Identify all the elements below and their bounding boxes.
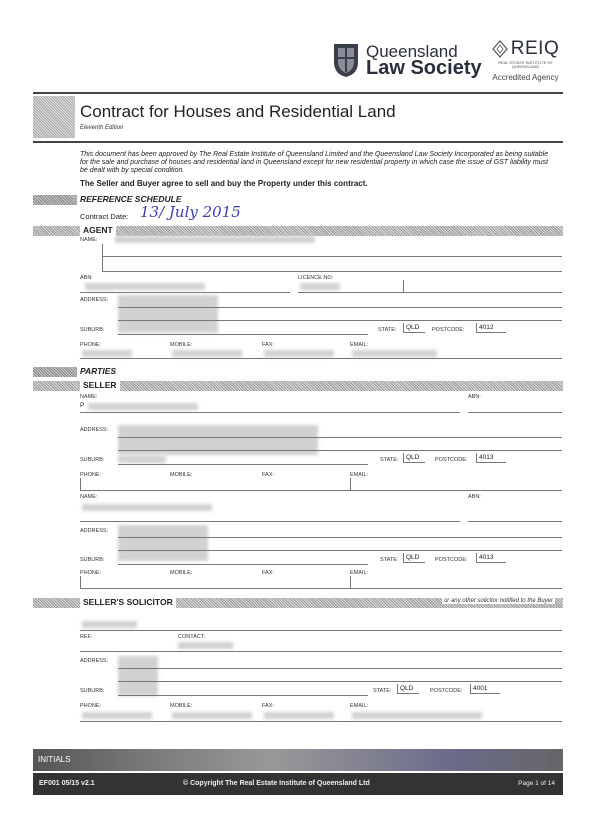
solicitor-contact-row[interactable] xyxy=(80,721,562,722)
contract-date-label: Contract Date: xyxy=(80,212,129,221)
agent-abn-field[interactable] xyxy=(80,292,290,293)
solicitor-ref-label: REF: xyxy=(80,634,93,640)
seller2-address-field[interactable] xyxy=(118,537,562,538)
solicitor-contact-label: CONTACT: xyxy=(178,634,206,640)
copyright: © Copyright The Real Estate Institute of Queensland Ltd xyxy=(183,780,370,787)
seller-suburb-field[interactable] xyxy=(118,464,368,465)
seller2-fax-label: FAX: xyxy=(262,570,274,576)
title-rule xyxy=(33,141,563,143)
agent-suburb-field[interactable] xyxy=(118,334,368,335)
seller-abn-label: ABN: xyxy=(468,394,481,400)
seller-contact-row[interactable] xyxy=(80,490,562,491)
agent-abn-redacted xyxy=(85,283,205,290)
qls-logo xyxy=(332,40,482,80)
accredited-agency: Accredited Agency xyxy=(492,73,559,82)
agent-mobile-label: MOBILE: xyxy=(170,342,193,348)
agent-state-label: STATE: xyxy=(378,327,397,333)
seller2-name-redacted xyxy=(82,504,212,511)
solicitor-name-redacted xyxy=(82,621,137,628)
page-title: Contract for Houses and Residential Land xyxy=(80,102,396,121)
seller-state-field[interactable]: QLD xyxy=(403,453,425,463)
initials-label: INITIALS xyxy=(38,755,71,764)
reference-schedule-heading: REFERENCE SCHEDULE xyxy=(33,194,563,205)
agent-name-redacted xyxy=(115,236,315,243)
title-box xyxy=(33,96,563,138)
solicitor-note: or any other solicitor notified to the Buyer xyxy=(443,598,553,604)
header-rule xyxy=(33,92,563,94)
agent-address-label: ADDRESS: xyxy=(80,297,109,303)
seller-name-label: NAME: xyxy=(80,394,98,400)
seller2-phone-label: PHONE: xyxy=(80,570,102,576)
agent-phone-label: PHONE: xyxy=(80,342,102,348)
seller-name-redacted xyxy=(88,403,198,410)
seller-fax-label: FAX: xyxy=(262,472,274,478)
solicitor-address-field[interactable] xyxy=(118,668,562,669)
agent-fax-label: FAX: xyxy=(262,342,274,348)
seller-phone-label: PHONE: xyxy=(80,472,102,478)
initials-bar[interactable] xyxy=(33,749,563,771)
solicitor-state-field[interactable]: QLD xyxy=(397,684,419,694)
seller-name-field[interactable] xyxy=(80,412,460,413)
seller2-state-field[interactable]: QLD xyxy=(403,553,425,563)
agree-text: The Seller and Buyer agree to sell and buy the Property under this contract. xyxy=(80,179,368,188)
seller2-contact-row[interactable] xyxy=(80,588,562,589)
solicitor-suburb-field[interactable] xyxy=(118,695,368,696)
seller2-suburb-label: SUBURB: xyxy=(80,557,105,563)
solicitor-state-label: STATE: xyxy=(373,688,392,694)
edition: Eleventh Edition xyxy=(80,125,124,131)
solicitor-suburb-label: SUBURB: xyxy=(80,688,105,694)
solicitor-address-label: ADDRESS: xyxy=(80,658,109,664)
seller2-abn-label: ABN: xyxy=(468,494,481,500)
seller2-postcode-label: POSTCODE: xyxy=(435,557,468,563)
seller2-name-field[interactable] xyxy=(80,521,460,522)
seller-suburb-label: SUBURB: xyxy=(80,457,105,463)
agent-abn-label: ABN: xyxy=(80,275,93,281)
agent-address-field[interactable] xyxy=(118,307,562,308)
seller-name-initial: P xyxy=(80,402,85,409)
agent-postcode-label: POSTCODE: xyxy=(432,327,465,333)
agent-licence-label: LICENCE NO: xyxy=(298,275,334,281)
seller2-abn-field[interactable] xyxy=(468,521,562,522)
intro-text: This document has been approved by The Real Estate Institute of Queensland Limited and the Queensland Law Society Incorporated as being suitable for the sale and purchase of houses and residential land in Queensland except for new residential property in which case the issue of GST liability must be dealt with by special condition. xyxy=(80,151,549,174)
agent-contact-row[interactable] xyxy=(80,358,562,359)
seller2-mobile-label: MOBILE: xyxy=(170,570,193,576)
page-number: Page 1 of 14 xyxy=(518,780,555,787)
seller-solicitor-heading: SELLER'S SOLICITOR or any other solicitor notified to the Buyer xyxy=(33,597,563,608)
seller-state-label: STATE: xyxy=(380,457,399,463)
agent-suburb-label: SUBURB: xyxy=(80,327,105,333)
solicitor-postcode-field[interactable]: 4001 xyxy=(470,684,500,694)
agent-email-label: EMAIL: xyxy=(350,342,369,348)
agent-name-label: NAME: xyxy=(80,237,98,243)
solicitor-ref-field[interactable] xyxy=(80,651,562,652)
solicitor-mobile-label: MOBILE: xyxy=(170,703,193,709)
solicitor-address-redacted xyxy=(118,656,158,696)
form-code: EF001 05/15 v2.1 xyxy=(39,780,95,787)
seller-postcode-field[interactable]: 4013 xyxy=(476,453,506,463)
seller-email-label: EMAIL: xyxy=(350,472,369,478)
footer-bar xyxy=(33,773,563,795)
seller2-address-label: ADDRESS: xyxy=(80,528,109,534)
seller2-suburb-field[interactable] xyxy=(118,564,368,565)
seller-mobile-label: MOBILE: xyxy=(170,472,193,478)
reiq-logo xyxy=(488,38,563,82)
reiq-small-text: REAL ESTATE INSTITUTE OF QUEENSLAND xyxy=(498,60,553,69)
solicitor-phone-label: PHONE: xyxy=(80,703,102,709)
seller-address-field[interactable] xyxy=(118,437,562,438)
seller2-address-redacted xyxy=(118,525,208,561)
solicitor-fax-label: FAX: xyxy=(262,703,274,709)
solicitor-postcode-label: POSTCODE: xyxy=(430,688,463,694)
reiq-text: REIQ xyxy=(510,38,560,59)
agent-state-field[interactable]: QLD xyxy=(403,323,425,333)
title-hatch xyxy=(33,96,75,138)
agent-name-line[interactable] xyxy=(102,256,562,257)
seller-abn-field[interactable] xyxy=(468,412,562,413)
seller2-state-label: STATE: xyxy=(380,557,399,563)
parties-heading: PARTIES xyxy=(33,366,563,377)
qls-name-line1: Queensland xyxy=(366,42,458,61)
solicitor-name-field[interactable] xyxy=(80,630,562,631)
seller2-name-label: NAME: xyxy=(80,494,98,500)
seller2-email-label: EMAIL: xyxy=(350,570,369,576)
agent-licence-field[interactable] xyxy=(298,292,562,293)
contract-date-value[interactable]: 13/ July 2015 xyxy=(140,203,241,221)
solicitor-email-label: EMAIL: xyxy=(350,703,369,709)
reiq-diamond-icon xyxy=(492,40,508,58)
seller-address-label: ADDRESS: xyxy=(80,427,109,433)
seller-heading: SELLER xyxy=(33,380,563,391)
seller2-postcode-field[interactable]: 4013 xyxy=(476,553,506,563)
agent-heading: AGENT xyxy=(33,225,563,236)
crest-icon xyxy=(332,42,360,78)
seller-postcode-label: POSTCODE: xyxy=(435,457,468,463)
agent-postcode-field[interactable]: 4012 xyxy=(476,323,506,333)
qls-name-line2: Law Society xyxy=(366,57,482,79)
agent-address-redacted xyxy=(118,295,218,333)
